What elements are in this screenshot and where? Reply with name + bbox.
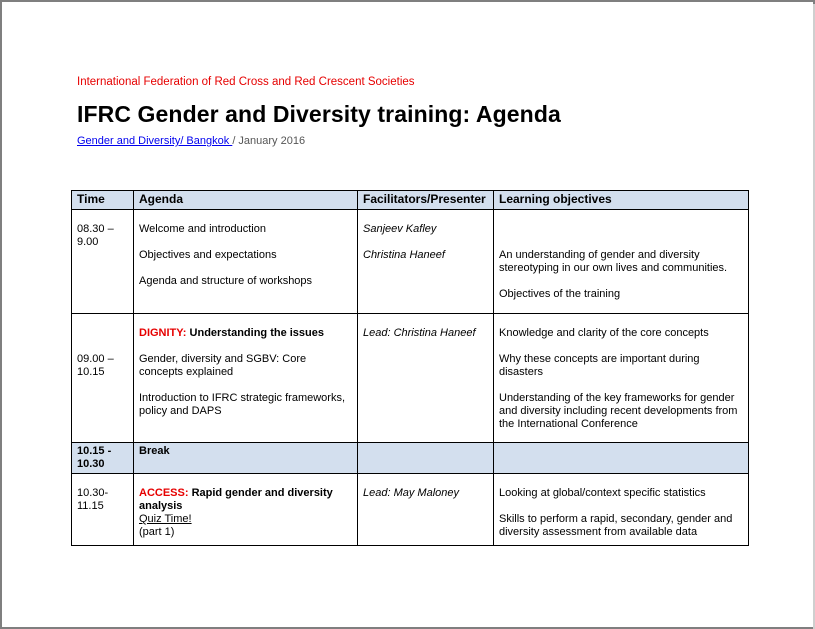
table-header-row <box>72 191 749 210</box>
agenda-cell <box>134 314 358 443</box>
facilitator-name: Lead: May Maloney <box>363 487 459 499</box>
page-title: IFRC Gender and Diversity training: Agenda <box>77 101 561 127</box>
objective-text: Understanding of the key frameworks for gender and diversity including recent developments from the International Conference <box>499 392 738 430</box>
agenda-item: Introduction to IFRC strategic frameworks, policy and DAPS <box>139 392 346 417</box>
agenda-item: Objectives and expectations <box>139 249 277 261</box>
objective-text: Why these concepts are important during disasters <box>499 353 700 378</box>
break-label: Break <box>139 445 170 457</box>
table-row-break <box>72 443 749 474</box>
column-header-objectives: Learning objectives <box>494 191 749 210</box>
facilitator-cell <box>358 474 494 546</box>
table-row <box>72 314 749 443</box>
table-row <box>72 210 749 314</box>
objectives-cell <box>494 443 749 474</box>
section-heading: DIGNITY: Understanding the issues <box>139 327 324 339</box>
objectives-cell <box>494 210 749 314</box>
section-heading: ACCESS: Rapid gender and diversity analysis <box>139 487 333 512</box>
section-label-dignity: DIGNITY: <box>139 327 187 339</box>
agenda-cell <box>134 443 358 474</box>
time-cell <box>72 443 134 474</box>
time-value: 08.30 – 9.00 <box>77 223 114 248</box>
quiz-link[interactable]: Quiz Time! <box>139 513 192 525</box>
subtitle <box>77 135 305 147</box>
objective-text: Knowledge and clarity of the core concepts <box>499 327 709 339</box>
column-header-agenda: Agenda <box>134 191 358 210</box>
time-cell <box>72 314 134 443</box>
table-row <box>72 474 749 546</box>
agenda-table <box>71 190 749 546</box>
objectives-cell <box>494 474 749 546</box>
organization-name: International Federation of Red Cross and Red Crescent Societies <box>77 76 415 88</box>
facilitator-cell <box>358 314 494 443</box>
agenda-item: Agenda and structure of workshops <box>139 275 313 287</box>
agenda-note: (part 1) <box>139 526 175 538</box>
column-header-time: Time <box>72 191 134 210</box>
time-value: 10.15 - 10.30 <box>77 445 112 470</box>
facilitator-cell <box>358 443 494 474</box>
objective-text: Looking at global/context specific statistics <box>499 487 706 499</box>
agenda-cell <box>134 474 358 546</box>
agenda-item: Gender, diversity and SGBV: Core concepts explained <box>139 353 307 378</box>
time-value: 09.00 – 10.15 <box>77 353 114 378</box>
column-header-facilitators: Facilitators/Presenter <box>358 191 494 210</box>
agenda-item: Welcome and introduction <box>139 223 266 235</box>
facilitator-name: Sanjeev Kafley <box>363 223 437 235</box>
section-label-access: ACCESS: <box>139 487 189 499</box>
facilitator-cell <box>358 210 494 314</box>
location-link[interactable]: Gender and Diversity/ Bangkok <box>77 135 233 147</box>
time-cell <box>72 210 134 314</box>
facilitator-name: Lead: Christina Haneef <box>363 327 476 339</box>
objective-text: Objectives of the training <box>499 288 621 300</box>
facilitator-name: Christina Haneef <box>363 249 445 261</box>
time-cell <box>72 474 134 546</box>
time-value: 10.30- 11.15 <box>77 487 109 512</box>
objective-text: Skills to perform a rapid, secondary, gender and diversity assessment from available data <box>499 513 733 538</box>
objective-text: An understanding of gender and diversity stereotyping in our own lives and communities. <box>499 249 728 274</box>
date-text: / January 2016 <box>232 135 306 147</box>
agenda-cell <box>134 210 358 314</box>
objectives-cell <box>494 314 749 443</box>
